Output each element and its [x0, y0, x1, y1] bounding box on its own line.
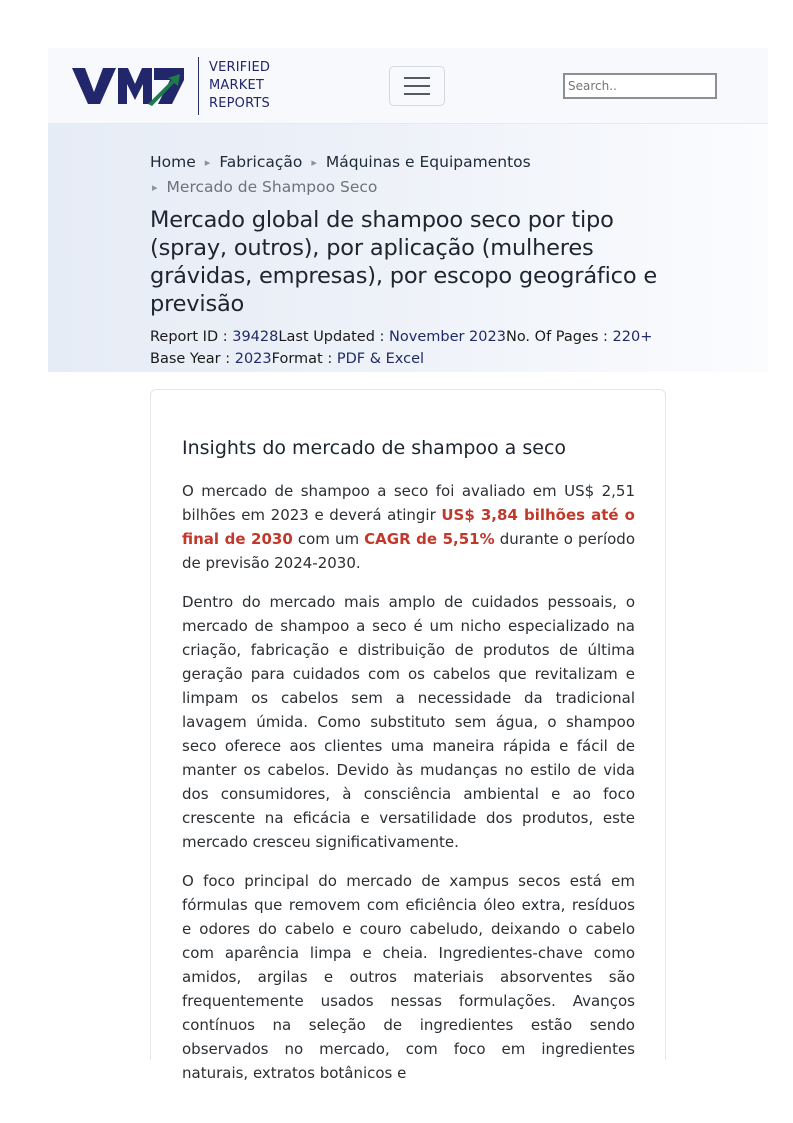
breadcrumb-current: Mercado de Shampoo Seco: [166, 178, 378, 196]
market-value-highlight: US$ 3,84 bilhões até o final de 2030: [182, 506, 635, 548]
menu-toggle-button[interactable]: [389, 66, 445, 106]
p1-text-a: O mercado de shampoo a seco foi avaliado em US$ 2,51 bilhões em 2023 e deverá atingir: [182, 482, 635, 524]
breadcrumb-maquinas[interactable]: Máquinas e Equipamentos: [325, 153, 531, 171]
logo[interactable]: [72, 56, 270, 116]
insights-paragraph-1: [182, 479, 635, 575]
pages-label: No. Of Pages :: [505, 329, 613, 345]
report-meta: [150, 326, 690, 370]
logo-line-market: MARKET: [209, 78, 265, 93]
search-input[interactable]: [563, 73, 717, 99]
report-hero: [48, 124, 768, 372]
last-updated-value: November 2023: [389, 329, 506, 345]
logo-line-verified: VERIFIED: [209, 60, 271, 75]
vmr-logo-icon: [72, 66, 184, 106]
hamburger-icon-bar: [404, 77, 430, 79]
base-year-label: Base Year :: [150, 351, 235, 367]
page-title: Mercado global de shampoo seco por tipo (spray, outros), por aplicação (mulheres grávidas, empresas), por escopo geográfico e previsão: [150, 207, 658, 317]
report-id-value: 39428: [232, 329, 279, 345]
site-header: [48, 48, 768, 124]
logo-line-reports: REPORTS: [209, 96, 270, 111]
pages-value: 220+: [612, 329, 653, 345]
chevron-right-icon: ▸: [311, 156, 317, 169]
hamburger-icon-bar: [404, 93, 430, 95]
logo-divider: [198, 57, 199, 115]
format-label: Format :: [271, 351, 337, 367]
p1-text-b: com um: [292, 530, 365, 548]
breadcrumb-fabricacao[interactable]: Fabricação: [219, 153, 303, 171]
insights-card: [150, 389, 666, 1082]
format-value: PDF & Excel: [336, 351, 425, 367]
breadcrumb: [150, 150, 670, 200]
insights-paragraph-3: O foco principal do mercado de xampus secos está em fórmulas que removem com eficiência óleo extra, resíduos e odores do cabelo e couro cabeludo, deixando o cabelo com aparência limpa e cheia. Ingredientes-chave como amidos, argilas e outros materiais absorventes são frequentemente usados nessas formulações. Avanços contínuos na seleção de ingredientes estão sendo observados no mercado, com foco em ingredientes naturais, extratos botânicos e: [182, 872, 635, 1082]
breadcrumb-home[interactable]: Home: [150, 153, 196, 171]
hamburger-icon-bar: [404, 85, 430, 87]
insights-heading: Insights do mercado de shampoo a seco: [182, 437, 567, 459]
last-updated-label: Last Updated :: [278, 329, 390, 345]
report-id-label: Report ID :: [150, 329, 233, 345]
cagr-highlight: CAGR de 5,51%: [364, 530, 495, 548]
chevron-right-icon: ▸: [152, 181, 158, 194]
p1-text-c: durante o período de previsão 2024-2030.: [182, 530, 635, 572]
base-year-value: 2023: [234, 351, 272, 367]
logo-text: [209, 59, 270, 113]
insights-paragraph-2: Dentro do mercado mais amplo de cuidados pessoais, o mercado de shampoo a seco é um nicho especializado na criação, fabricação e distribuição de produtos de última geração para cuidados com os cabelos que revitalizam e limpam os cabelos sem a necessidade da tradicional lavagem úmida. Como substituto sem água, o shampoo seco oferece aos clientes uma maneira rápida e fácil de manter os cabelos. Devido às mudanças no estilo de vida dos consumidores, à consciência ambiental e ao foco crescente na eficácia e versatilidade dos produtos, este mercado cresceu significativamente.: [182, 593, 635, 851]
chevron-right-icon: ▸: [204, 156, 211, 169]
